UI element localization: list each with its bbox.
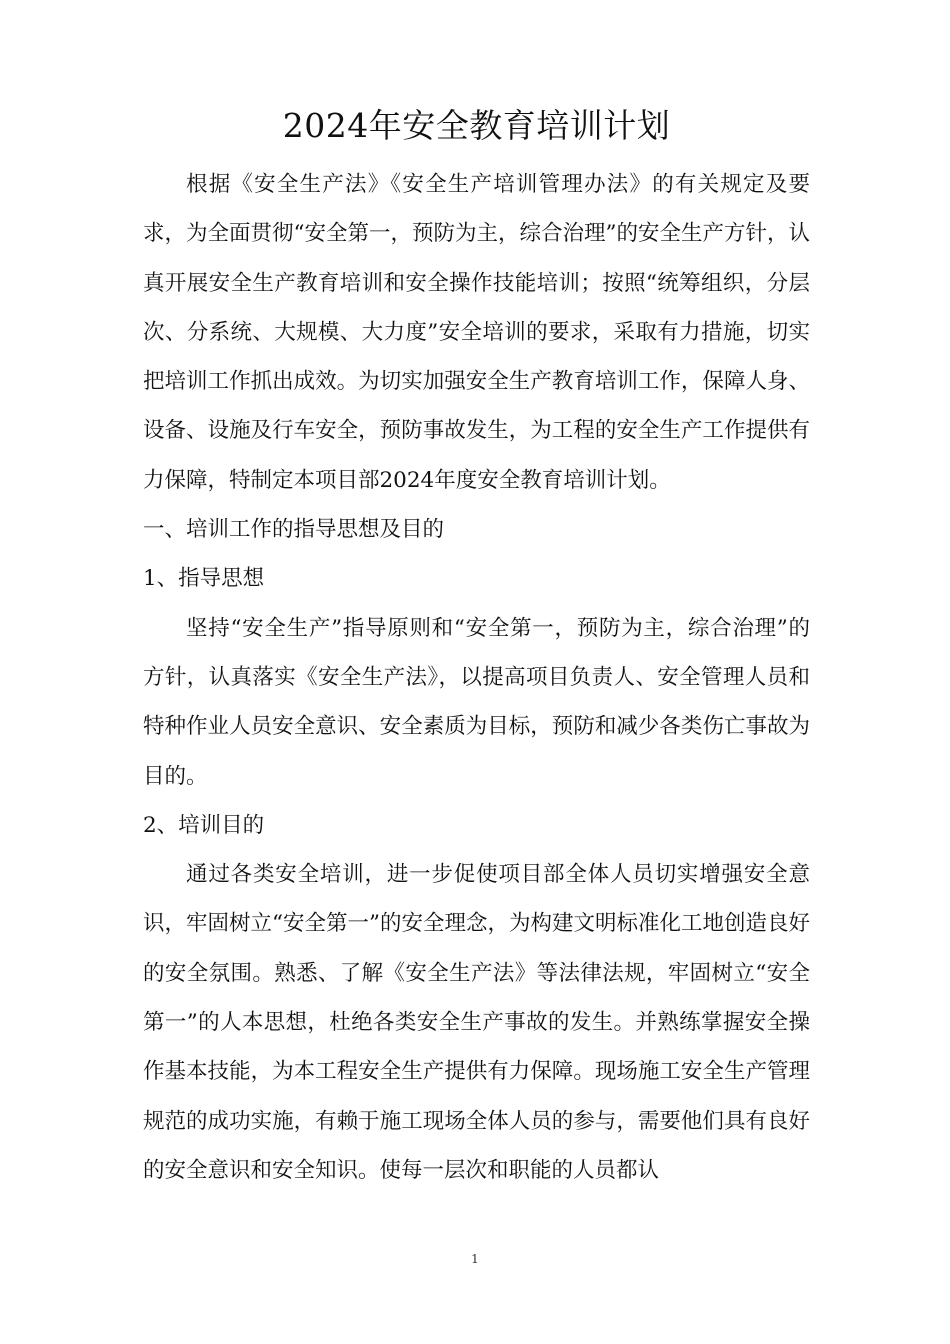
training-purpose-paragraph: 通过各类安全培训，进一步促使项目部全体人员切实增强安全意识，牢固树立“安全第一”的安全理念，为构建文明标准化工地创造良好的安全氛围。熟悉、了解《安全生产法》等法律法规，牢固树立“安全第一”的人本思想，杜绝各类安全生产事故的发生。并熟练掌握安全操作基本技能，为本工程安全生产提供有力保障。现场施工安全生产管理规范的成功实施，有赖于施工现场全体人员的参与，需要他们具有良好的安全意识和安全知识。使每一层次和职能的人员都认 [143,862,810,1183]
intro-paragraph: 根据《安全生产法》《安全生产培训管理办法》的有关规定及要求，为全面贯彻“安全第一，预防为主，综合治理”的安全生产方针，认真开展安全生产教育培训和安全操作技能培训；按照“统筹组织，分层次、分系统、大规模、大力度”安全培训的要求，采取有力措施，切实把培训工作抓出成效。为切实加强安全生产教育培训工作，保障人身、设备、设施及行车安全，预防事故发生，为工程的安全生产工作提供有力保障，特制定本项目部2024年度安全教育培训计划。 [143,172,810,493]
guiding-thought-paragraph: 坚持“安全生产”指导原则和“安全第一，预防为主，综合治理”的方针，认真落实《安全生产法》，以提高项目负责人、安全管理人员和特种作业人员安全意识、安全素质为目标，预防和减少各类伤亡事故为目的。 [143,615,810,789]
page-number: 1 [471,1252,479,1266]
subsection-heading-training-purpose: 2、培训目的 [143,812,265,838]
document-body [143,98,810,1195]
document-title: 2024年安全教育培训计划 [282,106,671,145]
section-heading-1: 一、培训工作的指导思想及目的 [143,517,445,543]
subsection-heading-guiding-thought: 1、指导思想 [143,566,265,592]
